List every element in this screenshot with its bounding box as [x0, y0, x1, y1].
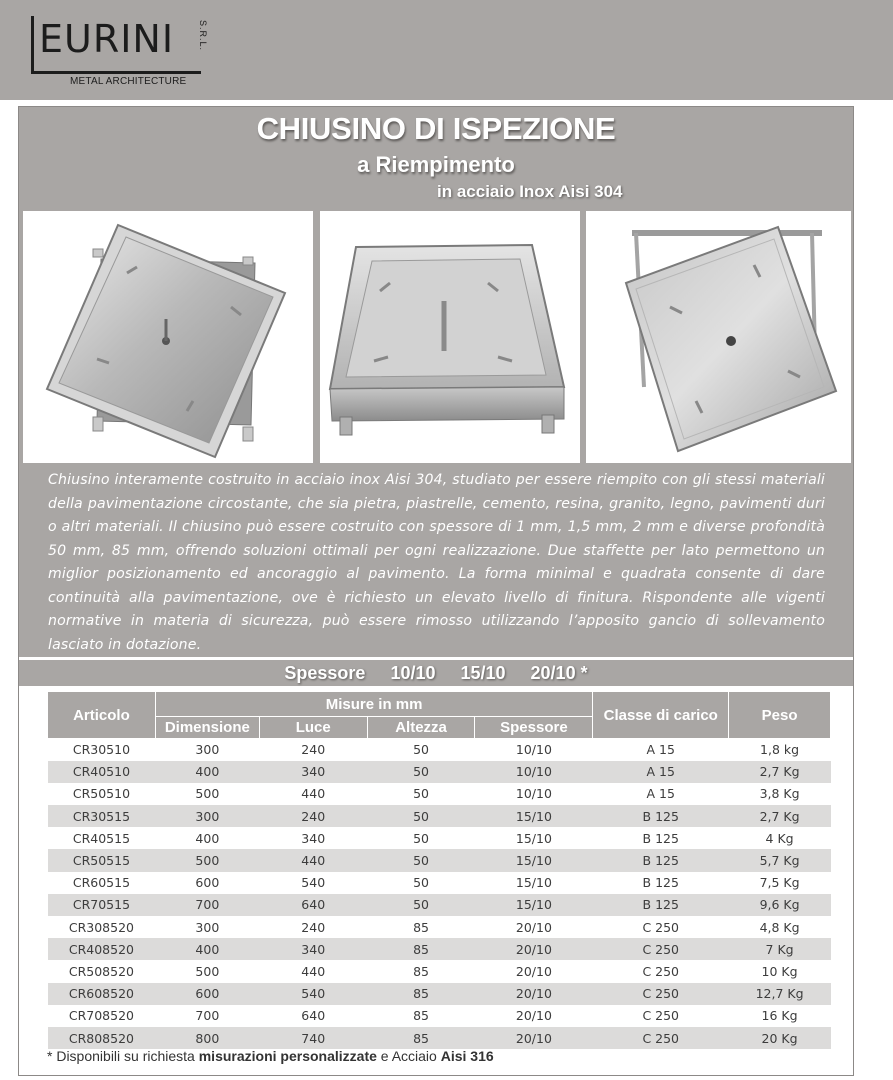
- articolo-cell: CR70515: [48, 894, 156, 916]
- dimensione-cell: 300: [155, 805, 259, 827]
- logo-brand-text: EURINI: [39, 17, 175, 61]
- peso-cell: 2,7 Kg: [729, 805, 831, 827]
- peso-cell: 3,8 Kg: [729, 783, 831, 805]
- dimensione-cell: 500: [155, 960, 259, 982]
- table-row: [48, 1005, 831, 1027]
- col-dimensione: Dimensione: [155, 717, 259, 739]
- articolo-cell: CR50515: [48, 849, 156, 871]
- table-row: [48, 805, 831, 827]
- peso-cell: 12,7 Kg: [729, 983, 831, 1005]
- dimensione-cell: 400: [155, 827, 259, 849]
- col-classe: Classe di carico: [593, 692, 729, 739]
- spessore-cell: 10/10: [475, 761, 593, 783]
- spec-table-body: [48, 739, 831, 1050]
- classe-cell: C 250: [593, 916, 729, 938]
- dimensione-cell: 500: [155, 783, 259, 805]
- peso-cell: 10 Kg: [729, 960, 831, 982]
- classe-cell: B 125: [593, 827, 729, 849]
- classe-cell: A 15: [593, 761, 729, 783]
- altezza-cell: 85: [367, 983, 475, 1005]
- footnote-middle: e Acciaio: [376, 1048, 441, 1064]
- luce-cell: 240: [259, 739, 367, 761]
- table-row: [48, 761, 831, 783]
- table-row: [48, 916, 831, 938]
- product-material: in acciaio Inox Aisi 304: [437, 182, 623, 201]
- luce-cell: 540: [259, 872, 367, 894]
- spessore-cell: 15/10: [475, 872, 593, 894]
- eurini-logo: [28, 14, 228, 87]
- peso-cell: 2,7 Kg: [729, 761, 831, 783]
- logo-tagline: METAL ARCHITECTURE: [70, 76, 187, 87]
- luce-cell: 640: [259, 1005, 367, 1027]
- classe-cell: B 125: [593, 872, 729, 894]
- peso-cell: 16 Kg: [729, 1005, 831, 1027]
- rotated-manhole-cover-photo: [23, 211, 313, 463]
- classe-cell: C 250: [593, 1027, 729, 1049]
- classe-cell: A 15: [593, 739, 729, 761]
- classe-cell: B 125: [593, 894, 729, 916]
- spessore-bar: [19, 660, 853, 686]
- logo-l-vertical: [31, 16, 34, 74]
- footnote-aisi316: Aisi 316: [440, 1048, 494, 1064]
- classe-cell: C 250: [593, 983, 729, 1005]
- spessore-cell: 10/10: [475, 783, 593, 805]
- logo-l-horizontal: [31, 71, 201, 74]
- peso-cell: 4 Kg: [729, 827, 831, 849]
- peso-cell: 5,7 Kg: [729, 849, 831, 871]
- logo-srl: S.R.L.: [198, 20, 208, 52]
- altezza-cell: 50: [367, 849, 475, 871]
- col-misure: Misure in mm: [155, 692, 592, 717]
- luce-cell: 240: [259, 805, 367, 827]
- table-row: [48, 783, 831, 805]
- table-row: [48, 894, 831, 916]
- luce-cell: 540: [259, 983, 367, 1005]
- spessore-cell: 15/10: [475, 894, 593, 916]
- hinged-manhole-cover-photo: [586, 211, 851, 463]
- luce-cell: 440: [259, 960, 367, 982]
- altezza-cell: 85: [367, 938, 475, 960]
- peso-cell: 7 Kg: [729, 938, 831, 960]
- peso-cell: 4,8 Kg: [729, 916, 831, 938]
- classe-cell: C 250: [593, 960, 729, 982]
- table-row: [48, 872, 831, 894]
- altezza-cell: 50: [367, 783, 475, 805]
- product-description: [19, 465, 853, 657]
- dimensione-cell: 500: [155, 849, 259, 871]
- table-row: [48, 1027, 831, 1049]
- classe-cell: A 15: [593, 783, 729, 805]
- dimensione-cell: 600: [155, 872, 259, 894]
- luce-cell: 340: [259, 761, 367, 783]
- spessore-cell: 15/10: [475, 827, 593, 849]
- footnote: [47, 1048, 494, 1064]
- col-peso: Peso: [729, 692, 831, 739]
- altezza-cell: 50: [367, 872, 475, 894]
- luce-cell: 740: [259, 1027, 367, 1049]
- classe-cell: B 125: [593, 805, 729, 827]
- spessore-cell: 20/10: [475, 916, 593, 938]
- articolo-cell: CR50510: [48, 783, 156, 805]
- col-luce: Luce: [259, 717, 367, 739]
- peso-cell: 7,5 Kg: [729, 872, 831, 894]
- spec-table: [47, 691, 831, 1049]
- altezza-cell: 50: [367, 739, 475, 761]
- luce-cell: 240: [259, 916, 367, 938]
- altezza-cell: 85: [367, 1005, 475, 1027]
- title-block: [19, 107, 853, 207]
- altezza-cell: 50: [367, 761, 475, 783]
- articolo-cell: CR40515: [48, 827, 156, 849]
- spessore-cell: 20/10: [475, 938, 593, 960]
- luce-cell: 340: [259, 938, 367, 960]
- peso-cell: 20 Kg: [729, 1027, 831, 1049]
- table-row: [48, 849, 831, 871]
- product-sheet: [18, 106, 854, 1076]
- classe-cell: C 250: [593, 938, 729, 960]
- peso-cell: 9,6 Kg: [729, 894, 831, 916]
- articolo-cell: CR60515: [48, 872, 156, 894]
- col-altezza: Altezza: [367, 717, 475, 739]
- altezza-cell: 85: [367, 1027, 475, 1049]
- luce-cell: 340: [259, 827, 367, 849]
- luce-cell: 440: [259, 849, 367, 871]
- altezza-cell: 50: [367, 827, 475, 849]
- articolo-cell: CR508520: [48, 960, 156, 982]
- footnote-custom-sizes: misurazioni personalizzate: [198, 1048, 377, 1064]
- classe-cell: C 250: [593, 1005, 729, 1027]
- luce-cell: 440: [259, 783, 367, 805]
- spessore-cell: 15/10: [475, 849, 593, 871]
- articolo-cell: CR308520: [48, 916, 156, 938]
- dimensione-cell: 700: [155, 1005, 259, 1027]
- product-subtitle: a Riempimento: [357, 152, 515, 177]
- footnote-prefix: * Disponibili su richiesta: [47, 1048, 199, 1064]
- dimensione-cell: 400: [155, 938, 259, 960]
- dimensione-cell: 400: [155, 761, 259, 783]
- spessore-cell: 15/10: [475, 805, 593, 827]
- table-row: [48, 827, 831, 849]
- photo-strip: [19, 207, 853, 465]
- altezza-cell: 85: [367, 960, 475, 982]
- spessore-cell: 20/10: [475, 960, 593, 982]
- dimensione-cell: 300: [155, 739, 259, 761]
- col-spessore: Spessore: [475, 717, 593, 739]
- articolo-cell: CR708520: [48, 1005, 156, 1027]
- dimensione-cell: 600: [155, 983, 259, 1005]
- dimensione-cell: 700: [155, 894, 259, 916]
- product-title: CHIUSINO DI ISPEZIONE: [256, 111, 616, 146]
- col-articolo: Articolo: [48, 692, 156, 739]
- spessore-cell: 20/10: [475, 1005, 593, 1027]
- table-row: [48, 960, 831, 982]
- dimensione-cell: 300: [155, 916, 259, 938]
- table-row: [48, 983, 831, 1005]
- articolo-cell: CR30510: [48, 739, 156, 761]
- altezza-cell: 50: [367, 805, 475, 827]
- description-text: Chiusino interamente costruito in acciaio inox Aisi 304, studiato per essere riempito con gli stessi materiali della pavimentazione circostante, che sia pietra, piastrelle, cemento, resina, granito, legno, pavimenti duri o altri materiali. Il chiusino può essere costruito con spessore di 1 mm, 1,5 mm, 2 mm e diverse profondità 50 mm, 85 mm, offrendo soluzioni ottimali per ogni realizzazione. Due staffette per lato permettono un miglior posizionamento ed ancoraggio al pavimento. La forma minimal e quadrata consente di dare continuità alla pavimentazione, ove è richiesto un elevato livello di finitura. Rispondente alle vigenti normative in materia di sicurezza, può essere rimosso utilizzando l’apposito gancio di sollevamento lasciato in dotazione.: [48, 472, 825, 653]
- classe-cell: B 125: [593, 849, 729, 871]
- header-band: [0, 0, 893, 100]
- dimensione-cell: 800: [155, 1027, 259, 1049]
- articolo-cell: CR408520: [48, 938, 156, 960]
- table-row: [48, 739, 831, 761]
- articolo-cell: CR40510: [48, 761, 156, 783]
- articolo-cell: CR808520: [48, 1027, 156, 1049]
- peso-cell: 1,8 kg: [729, 739, 831, 761]
- altezza-cell: 50: [367, 894, 475, 916]
- open-tray-manhole-photo: [320, 211, 580, 463]
- spessore-cell: 20/10: [475, 1027, 593, 1049]
- spessore-options: Spessore 10/10 15/10 20/10 *: [284, 663, 588, 683]
- articolo-cell: CR608520: [48, 983, 156, 1005]
- articolo-cell: CR30515: [48, 805, 156, 827]
- altezza-cell: 85: [367, 916, 475, 938]
- spessore-cell: 20/10: [475, 983, 593, 1005]
- luce-cell: 640: [259, 894, 367, 916]
- table-row: [48, 938, 831, 960]
- spessore-cell: 10/10: [475, 739, 593, 761]
